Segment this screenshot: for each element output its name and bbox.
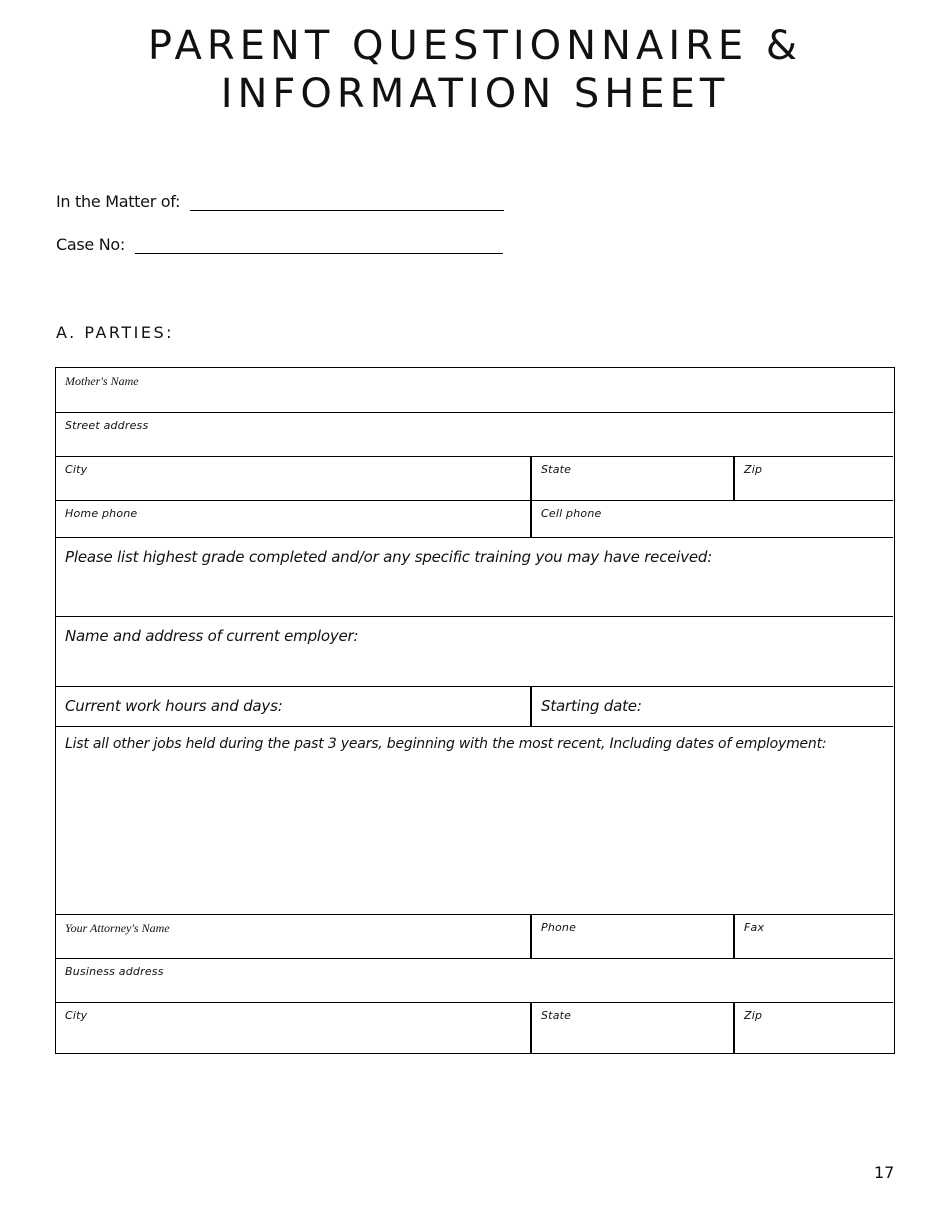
street-address-label: Street address — [65, 419, 149, 432]
city-field[interactable] — [56, 457, 532, 501]
attorney-city-field[interactable] — [56, 1003, 532, 1053]
matter-label: In the Matter of: — [56, 192, 181, 211]
attorney-zip-label: Zip — [744, 1009, 763, 1022]
parties-form — [55, 367, 895, 1054]
attorney-name-field[interactable] — [56, 915, 532, 959]
section-heading: A. PARTIES: — [56, 323, 175, 342]
employer-field[interactable] — [56, 617, 893, 687]
zip-field[interactable] — [735, 457, 893, 501]
home-phone-field[interactable] — [56, 501, 532, 538]
case-row — [56, 235, 503, 254]
employer-label: Name and address of current employer: — [65, 627, 359, 645]
work-hours-field[interactable] — [56, 687, 532, 727]
starting-date-label: Starting date: — [541, 697, 642, 715]
starting-date-field[interactable] — [532, 687, 893, 727]
attorney-fax-field[interactable] — [735, 915, 893, 959]
attorney-phone-label: Phone — [541, 921, 577, 934]
city-label: City — [65, 463, 88, 476]
matter-row — [56, 192, 504, 211]
page-number: 17 — [874, 1163, 895, 1182]
business-address-label: Business address — [65, 965, 164, 978]
case-label: Case No: — [56, 235, 125, 254]
street-address-field[interactable] — [56, 413, 893, 457]
title-line-2: INFORMATION SHEET — [220, 71, 730, 117]
education-field[interactable] — [56, 538, 893, 617]
cell-phone-label: Cell phone — [541, 507, 602, 520]
business-address-field[interactable] — [56, 959, 893, 1003]
attorney-phone-field[interactable] — [532, 915, 735, 959]
other-jobs-field[interactable] — [56, 727, 893, 915]
education-label: Please list highest grade completed and/or any specific training you may have received: — [65, 548, 713, 566]
page-title — [0, 22, 950, 118]
case-number-field[interactable] — [135, 235, 503, 254]
mothers-name-label: Mother's Name — [65, 374, 139, 388]
matter-field[interactable] — [190, 192, 504, 211]
title-line-1: PARENT QUESTIONNAIRE & — [147, 23, 803, 69]
attorney-fax-label: Fax — [744, 921, 765, 934]
attorney-name-label: Your Attorney's Name — [65, 921, 170, 935]
attorney-state-field[interactable] — [532, 1003, 735, 1053]
attorney-zip-field[interactable] — [735, 1003, 893, 1053]
state-label: State — [541, 463, 572, 476]
attorney-state-label: State — [541, 1009, 572, 1022]
cell-phone-field[interactable] — [532, 501, 893, 538]
attorney-city-label: City — [65, 1009, 88, 1022]
other-jobs-label: List all other jobs held during the past 3 years, beginning with the most recent, Including dates of employment: — [65, 736, 827, 752]
work-hours-label: Current work hours and days: — [65, 697, 283, 715]
state-field[interactable] — [532, 457, 735, 501]
home-phone-label: Home phone — [65, 507, 138, 520]
mothers-name-field[interactable] — [56, 368, 893, 413]
zip-label: Zip — [744, 463, 763, 476]
